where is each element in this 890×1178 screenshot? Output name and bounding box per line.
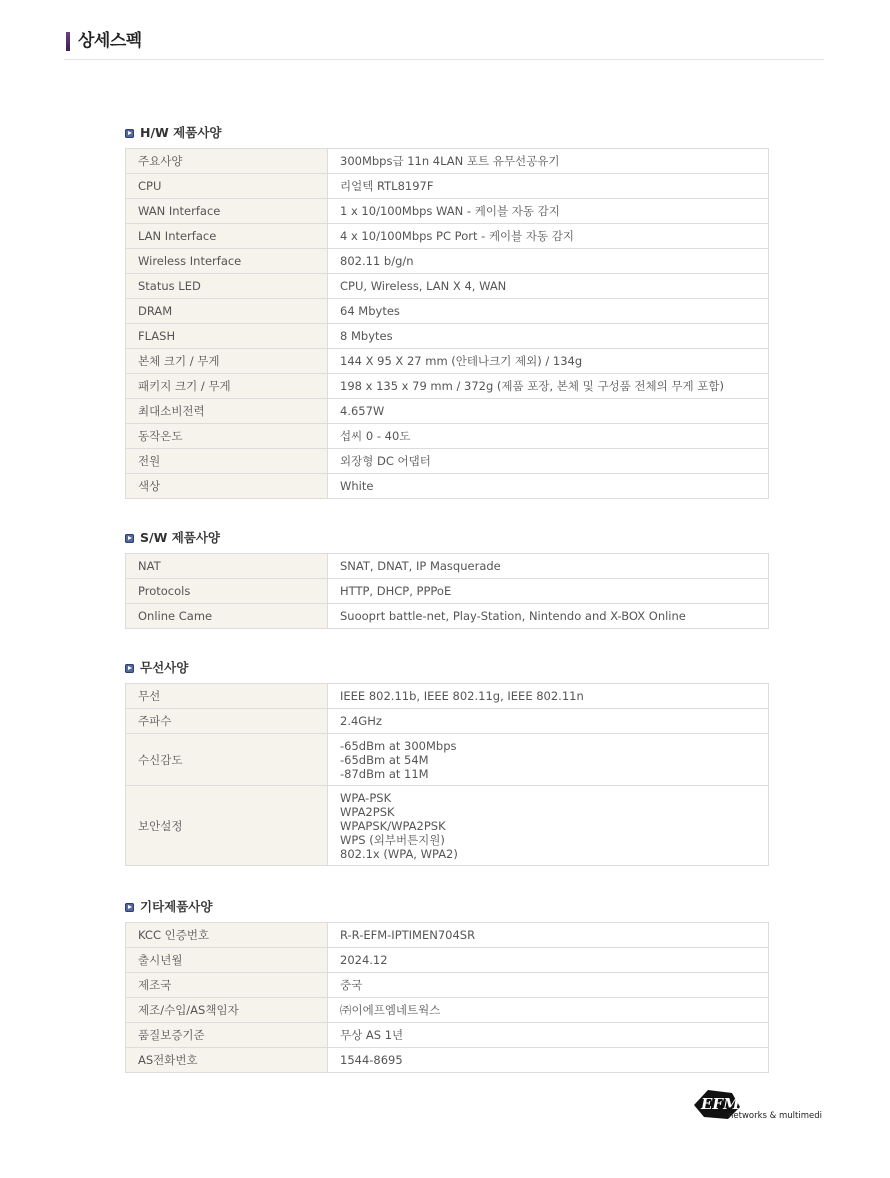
spec-value-line: WPAPSK/WPA2PSK: [340, 819, 446, 833]
spec-value: ㈜이에프엠네트웍스: [328, 998, 769, 1023]
spec-row: [126, 948, 769, 973]
spec-value: CPU, Wireless, LAN X 4, WAN: [328, 274, 769, 299]
spec-key: DRAM: [126, 299, 328, 324]
spec-key: Protocols: [126, 579, 328, 604]
spec-value-line: 802.1x (WPA, WPA2): [340, 847, 458, 861]
spec-row: [126, 734, 769, 786]
bullet-icon: [125, 129, 134, 138]
spec-row: [126, 579, 769, 604]
spec-row: [126, 709, 769, 734]
wireless-spec-table: [125, 683, 769, 866]
spec-value: 144 X 95 X 27 mm (안테나크기 제외) / 134g: [328, 349, 769, 374]
section-heading: [125, 900, 769, 922]
etc-spec-table: [125, 922, 769, 1073]
spec-key: 주파수: [126, 709, 328, 734]
spec-value: 외장형 DC 어댑터: [328, 449, 769, 474]
spec-key: 색상: [126, 474, 328, 499]
spec-row: [126, 474, 769, 499]
spec-value: [328, 684, 769, 709]
spec-key: 제조국: [126, 973, 328, 998]
bullet-icon: [125, 534, 134, 543]
spec-key: 주요사양: [126, 149, 328, 174]
spec-value: 1544-8695: [328, 1048, 769, 1073]
logo-mark-text: EFM: [701, 1095, 740, 1113]
section-heading: [125, 661, 769, 683]
spec-value: 1 x 10/100Mbps WAN - 케이블 자동 감지: [328, 199, 769, 224]
hw-spec-section: [125, 126, 769, 499]
spec-row: [126, 274, 769, 299]
spec-row: [126, 449, 769, 474]
sw-spec-section: [125, 531, 769, 629]
spec-value: 300Mbps급 11n 4LAN 포트 유무선공유기: [328, 149, 769, 174]
bullet-icon: [125, 903, 134, 912]
spec-row: [126, 349, 769, 374]
spec-value: SNAT, DNAT, IP Masquerade: [328, 554, 769, 579]
spec-value: 198 x 135 x 79 mm / 372g (제품 포장, 본체 및 구성품 전체의 무게 포함): [328, 374, 769, 399]
spec-key: 최대소비전력: [126, 399, 328, 424]
spec-value: [328, 709, 769, 734]
spec-value: R-R-EFM-IPTIMEN704SR: [328, 923, 769, 948]
spec-row: [126, 998, 769, 1023]
spec-value: [328, 734, 769, 786]
spec-value: 4.657W: [328, 399, 769, 424]
spec-row: [126, 224, 769, 249]
spec-key: CPU: [126, 174, 328, 199]
title-accent-bar: [66, 32, 70, 51]
spec-row: [126, 149, 769, 174]
spec-value-line: WPA-PSK: [340, 791, 392, 805]
efm-logo-mark: [692, 1087, 822, 1123]
spec-value: 중국: [328, 973, 769, 998]
spec-value: White: [328, 474, 769, 499]
spec-key: LAN Interface: [126, 224, 328, 249]
spec-value: 8 Mbytes: [328, 324, 769, 349]
spec-row: [126, 374, 769, 399]
spec-value-line: IEEE 802.11b, IEEE 802.11g, IEEE 802.11n: [340, 689, 584, 703]
spec-row: [126, 424, 769, 449]
bullet-icon: [125, 664, 134, 673]
spec-key: KCC 인증번호: [126, 923, 328, 948]
section-title: 무선사양: [140, 660, 189, 675]
spec-row: [126, 684, 769, 709]
sw-spec-table: [125, 553, 769, 629]
spec-value-line: -87dBm at 11M: [340, 767, 429, 781]
section-heading: [125, 126, 769, 148]
spec-value: 섭씨 0 - 40도: [328, 424, 769, 449]
spec-key: Status LED: [126, 274, 328, 299]
spec-key: 출시년월: [126, 948, 328, 973]
spec-row: [126, 324, 769, 349]
spec-key: 제조/수입/AS책임자: [126, 998, 328, 1023]
efm-logo: [692, 1087, 822, 1123]
spec-value: 4 x 10/100Mbps PC Port - 케이블 자동 감지: [328, 224, 769, 249]
spec-row: [126, 1023, 769, 1048]
spec-value-line: WPA2PSK: [340, 805, 395, 819]
spec-row: [126, 604, 769, 629]
wireless-spec-section: [125, 661, 769, 866]
spec-value-line: -65dBm at 54M: [340, 753, 429, 767]
spec-key: 품질보증기준: [126, 1023, 328, 1048]
spec-key: 본체 크기 / 무게: [126, 349, 328, 374]
spec-value: HTTP, DHCP, PPPoE: [328, 579, 769, 604]
section-title: S/W 제품사양: [140, 530, 221, 545]
spec-value: 리얼텍 RTL8197F: [328, 174, 769, 199]
section-title: 기타제품사양: [140, 899, 213, 914]
spec-row: [126, 554, 769, 579]
spec-row: [126, 399, 769, 424]
spec-key: 수신감도: [126, 734, 328, 786]
spec-key: NAT: [126, 554, 328, 579]
logo-tagline: networks & multimedia: [728, 1111, 822, 1121]
spec-key: 무선: [126, 684, 328, 709]
spec-value: [328, 786, 769, 866]
page-header: [64, 30, 824, 60]
spec-key: AS전화번호: [126, 1048, 328, 1073]
spec-row: [126, 1048, 769, 1073]
spec-value: 802.11 b/g/n: [328, 249, 769, 274]
spec-row: [126, 249, 769, 274]
hw-spec-table: [125, 148, 769, 499]
spec-row: [126, 923, 769, 948]
spec-value: 2024.12: [328, 948, 769, 973]
spec-key: WAN Interface: [126, 199, 328, 224]
spec-value: 64 Mbytes: [328, 299, 769, 324]
spec-row: [126, 174, 769, 199]
spec-value: 무상 AS 1년: [328, 1023, 769, 1048]
section-title: H/W 제품사양: [140, 125, 222, 140]
spec-key: 전원: [126, 449, 328, 474]
spec-value-line: WPS (외부버튼지원): [340, 833, 445, 847]
page-title: 상세스펙: [78, 31, 142, 51]
spec-key: 패키지 크기 / 무게: [126, 374, 328, 399]
spec-row: [126, 786, 769, 866]
spec-row: [126, 973, 769, 998]
spec-value: Suooprt battle-net, Play-Station, Nintendo and X-BOX Online: [328, 604, 769, 629]
spec-key: Wireless Interface: [126, 249, 328, 274]
spec-row: [126, 299, 769, 324]
spec-row: [126, 199, 769, 224]
spec-key: FLASH: [126, 324, 328, 349]
spec-key: Online Came: [126, 604, 328, 629]
spec-value-line: -65dBm at 300Mbps: [340, 739, 457, 753]
spec-key: 동작온도: [126, 424, 328, 449]
section-heading: [125, 531, 769, 553]
spec-value-line: 2.4GHz: [340, 714, 382, 728]
spec-key: 보안설정: [126, 786, 328, 866]
etc-spec-section: [125, 900, 769, 1073]
